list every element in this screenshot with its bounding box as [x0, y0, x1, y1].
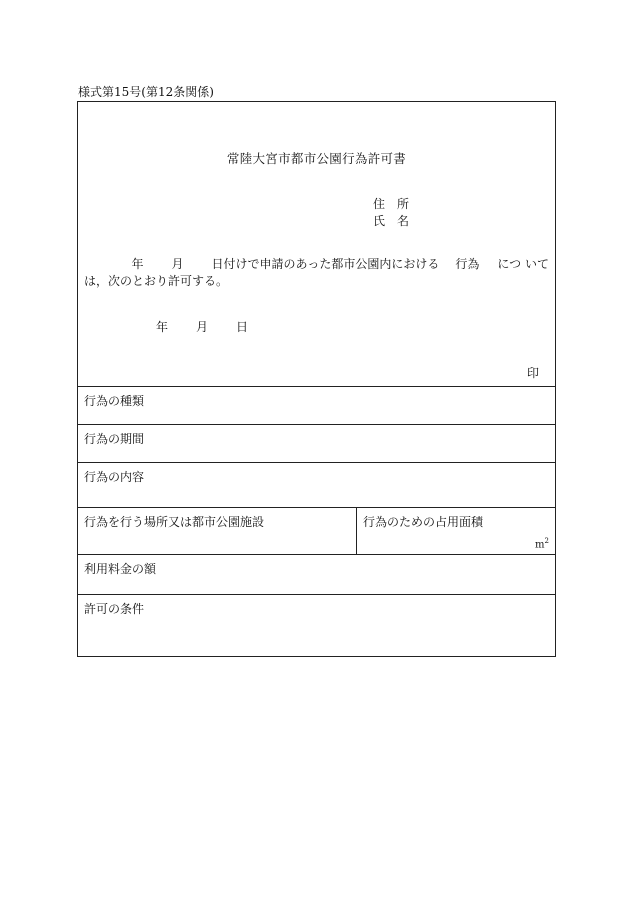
- statement-day-text: 日付けで申請のあった都市公園内における: [211, 257, 440, 271]
- address-label: 住 所: [373, 197, 410, 211]
- act-period-label: 行為の期間: [84, 432, 145, 446]
- row-act-type: [78, 386, 555, 424]
- place-cell: [78, 508, 357, 554]
- permit-statement-line-2: は，次のとおり許可する。: [84, 274, 229, 288]
- permit-header-section: [78, 102, 555, 386]
- row-act-content: [78, 462, 555, 507]
- permit-form-frame: [77, 101, 556, 657]
- row-act-period: [78, 424, 555, 462]
- area-unit: $m^2$: [535, 536, 549, 550]
- name-label: 氏 名: [373, 214, 410, 228]
- date-year: 年: [156, 320, 169, 334]
- conditions-label: 許可の条件: [84, 602, 145, 616]
- statement-act: 行為: [455, 257, 480, 271]
- statement-year: 年: [131, 257, 144, 271]
- row-place-area: [78, 507, 555, 554]
- permit-statement-line-1: [84, 256, 549, 273]
- fee-label: 利用料金の額: [84, 562, 157, 576]
- act-type-label: 行為の種類: [84, 394, 145, 408]
- form-number-label: 様式第15号(第12条関係): [78, 85, 214, 99]
- seal-mark: 印: [526, 366, 539, 380]
- area-cell: [357, 508, 555, 554]
- date-day: 日: [236, 320, 249, 334]
- permit-statement: [84, 256, 549, 290]
- act-content-label: 行為の内容: [84, 470, 145, 484]
- date-month: 月: [196, 320, 209, 334]
- document-title: 常陸大宮市都市公園行為許可書: [226, 151, 407, 166]
- place-label: 行為を行う場所又は都市公園施設: [84, 515, 265, 529]
- row-fee: [78, 554, 555, 594]
- statement-month: 月: [171, 257, 184, 271]
- permit-date: [156, 318, 248, 335]
- area-label: 行為のための占用面積: [363, 515, 484, 529]
- row-conditions: [78, 594, 555, 657]
- statement-about: につ いて: [497, 257, 549, 271]
